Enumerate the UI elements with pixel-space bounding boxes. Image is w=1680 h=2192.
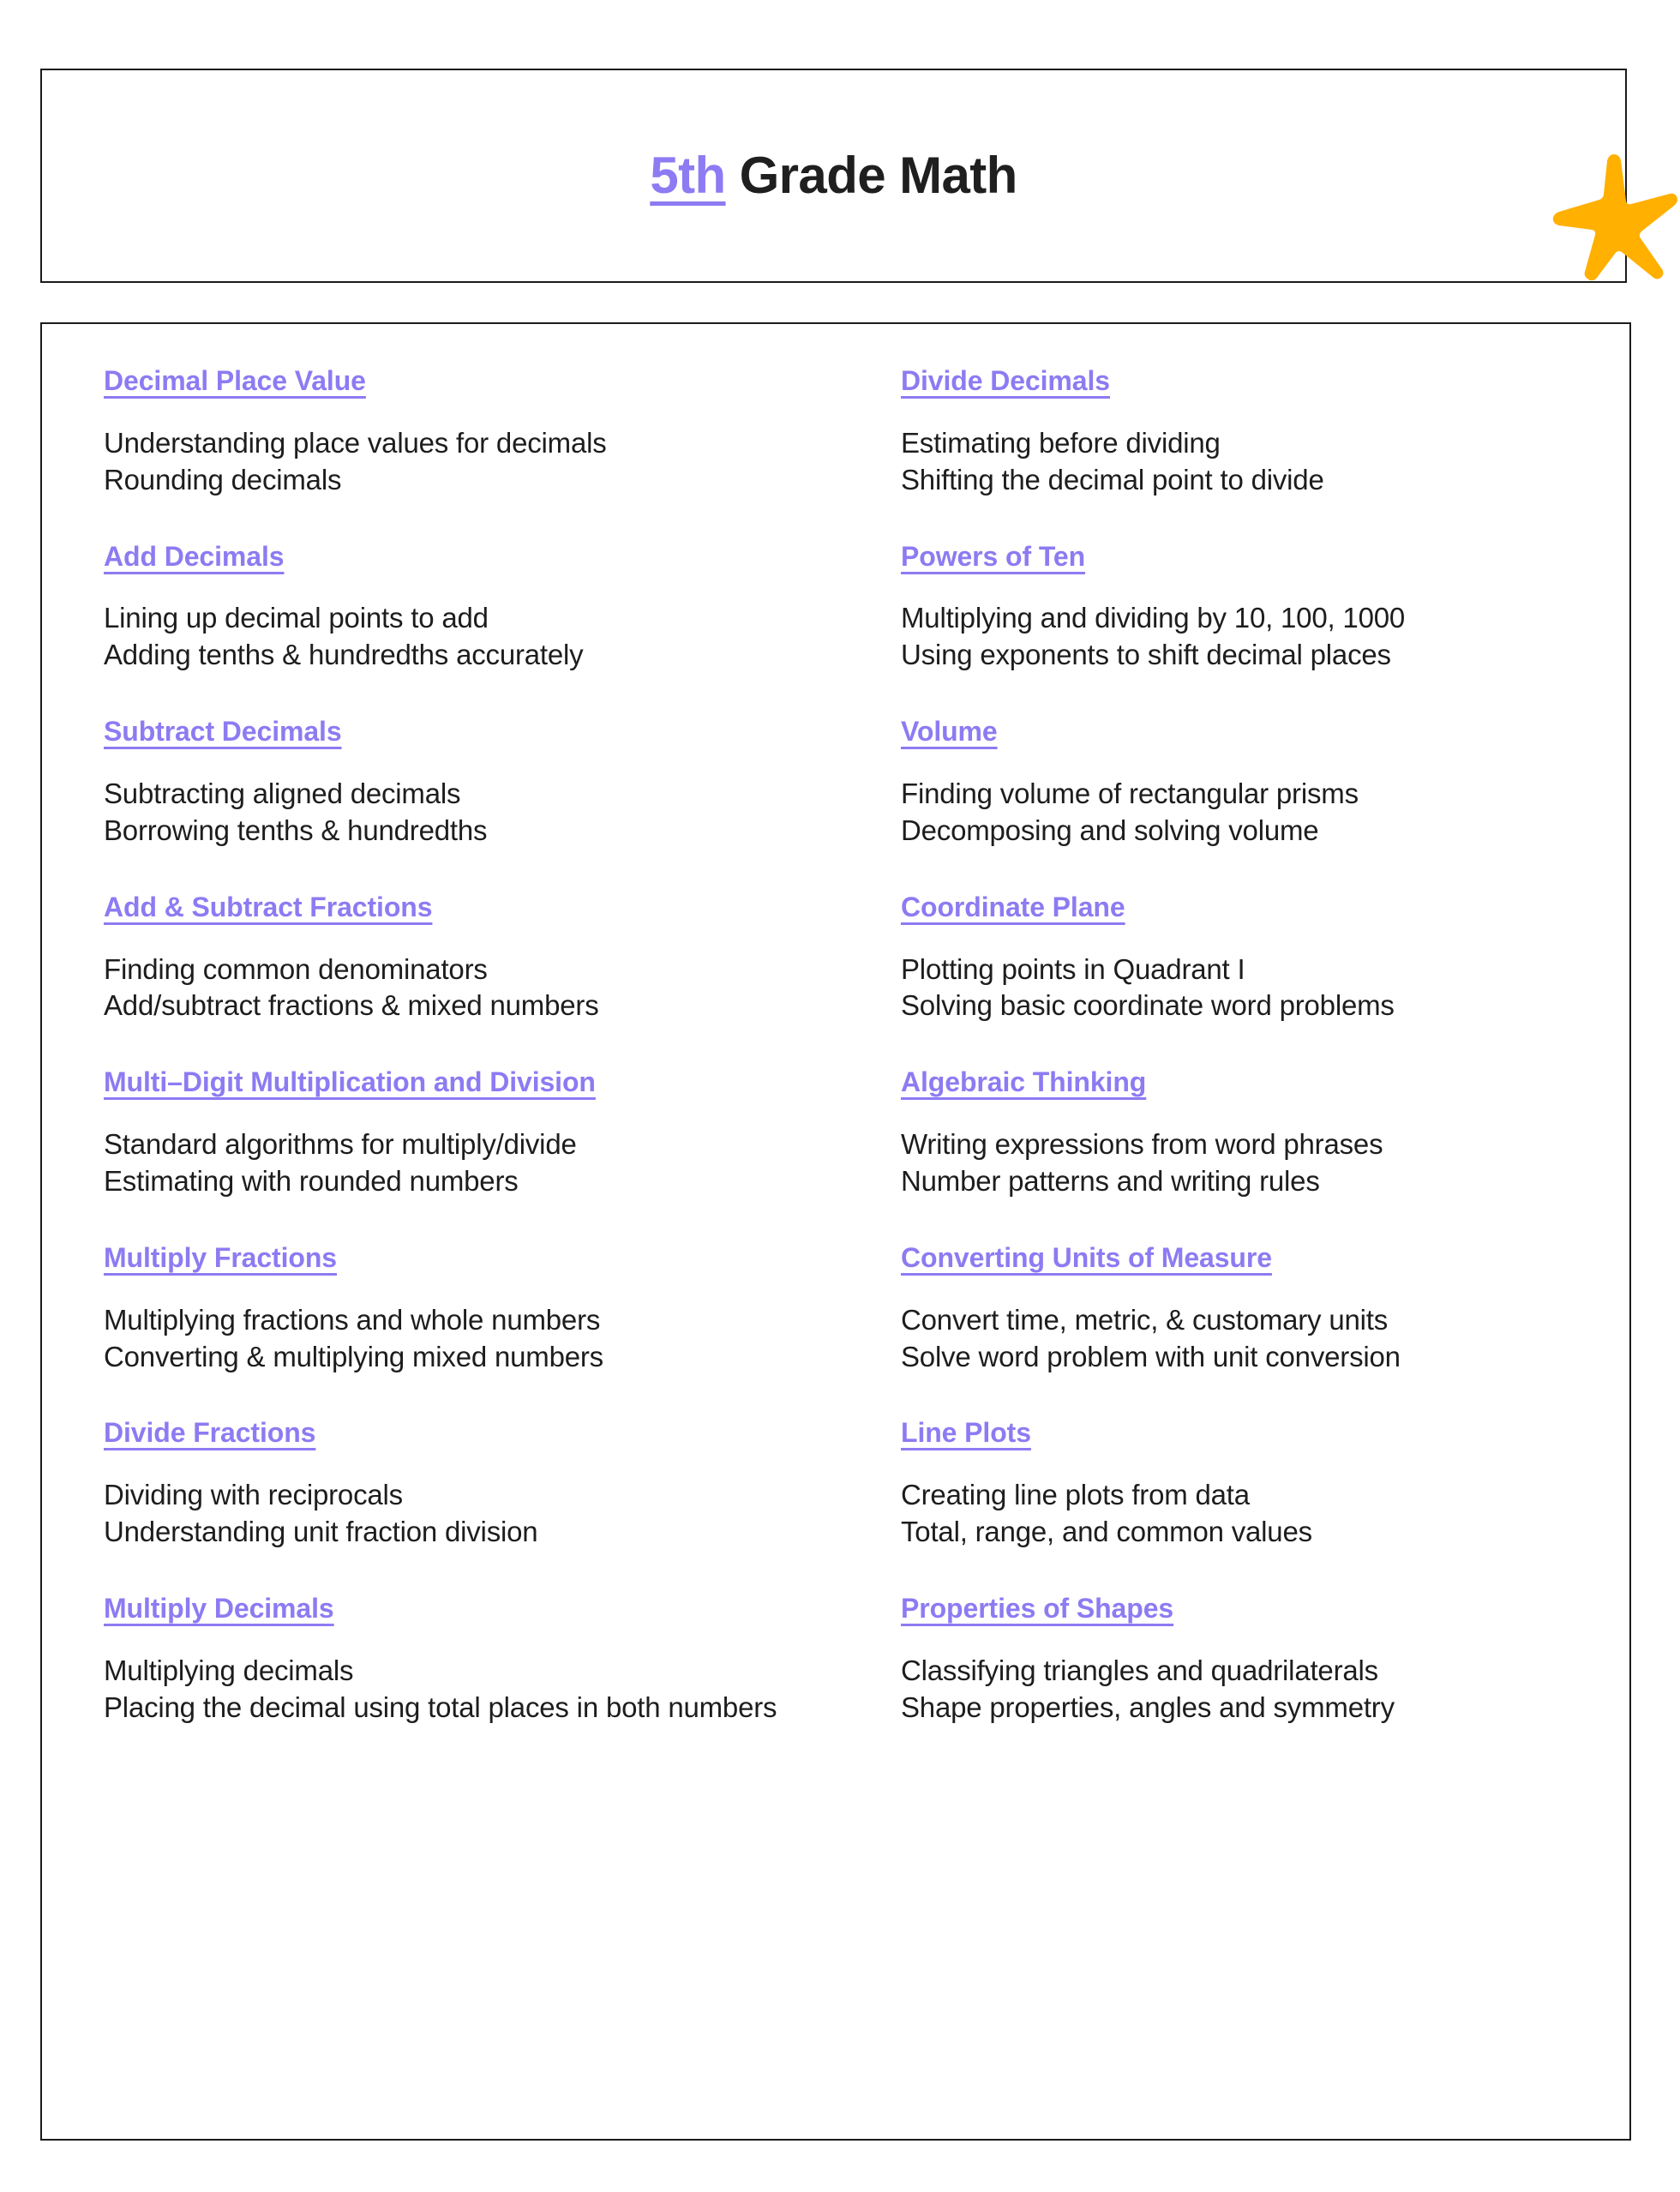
page-title-rest: Grade Math (725, 147, 1017, 204)
topic-line: Add/subtract fractions & mixed numbers (104, 989, 599, 1022)
topic-lines (104, 425, 901, 499)
topic-line: Finding common denominators (104, 952, 488, 985)
topic-lines (901, 952, 1604, 1025)
topic-line: Lining up decimal points to add (104, 602, 489, 634)
topic-block (901, 1593, 1604, 1727)
topic-lines (901, 600, 1604, 674)
topic-block (104, 1417, 901, 1551)
topic-line: Using exponents to shift decimal places (901, 639, 1391, 671)
topic-line: Plotting points in Quadrant I (901, 952, 1245, 985)
topic-heading-decimal-place-value[interactable]: Decimal Place Value (104, 365, 366, 396)
topic-block (104, 716, 901, 850)
topic-line: Rounding decimals (104, 463, 342, 495)
topic-line: Writing expressions from word phrases (901, 1128, 1383, 1161)
topic-heading-divide-decimals[interactable]: Divide Decimals (901, 365, 1110, 396)
topic-lines (104, 952, 901, 1025)
topic-line: Shifting the decimal point to divide (901, 463, 1324, 495)
topic-lines (901, 1653, 1604, 1727)
topic-column-left (104, 365, 901, 1727)
topic-line: Standard algorithms for multiply/divide (104, 1128, 577, 1161)
topic-lines (901, 1477, 1604, 1551)
topic-line: Creating line plots from data (901, 1479, 1250, 1511)
topic-lines (104, 600, 901, 674)
topic-lines (104, 776, 901, 850)
topic-heading-add-decimals[interactable]: Add Decimals (104, 540, 285, 572)
topic-line: Multiplying fractions and whole numbers (104, 1303, 601, 1336)
topic-line: Total, range, and common values (901, 1516, 1312, 1548)
topic-heading-line-plots[interactable]: Line Plots (901, 1417, 1031, 1449)
topic-block (901, 365, 1604, 499)
topic-block (901, 1066, 1604, 1200)
header-card (40, 69, 1627, 283)
topic-line: Multiplying and dividing by 10, 100, 1000 (901, 602, 1406, 634)
topic-line: Understanding place values for decimals (104, 426, 607, 459)
topic-line: Placing the decimal using total places in both numbers (104, 1691, 777, 1723)
topics-card (40, 322, 1631, 2141)
topic-line: Finding volume of rectangular prisms (901, 777, 1359, 809)
page-title (650, 147, 1017, 204)
topic-lines (901, 425, 1604, 499)
topic-line: Number patterns and writing rules (901, 1165, 1320, 1197)
topic-heading-powers-of-ten[interactable]: Powers of Ten (901, 540, 1086, 572)
topic-lines (104, 1302, 901, 1376)
topic-line: Estimating before dividing (901, 426, 1221, 459)
topic-heading-multiply-decimals[interactable]: Multiply Decimals (104, 1593, 334, 1624)
topic-block (104, 365, 901, 499)
topic-block (901, 892, 1604, 1025)
topic-block (901, 1417, 1604, 1551)
topic-line: Dividing with reciprocals (104, 1479, 403, 1511)
topic-lines (104, 1477, 901, 1551)
topic-line: Classifying triangles and quadrilaterals (901, 1654, 1378, 1686)
topic-line: Borrowing tenths & hundredths (104, 814, 488, 846)
topic-heading-subtract-decimals[interactable]: Subtract Decimals (104, 716, 342, 748)
topic-line: Adding tenths & hundredths accurately (104, 639, 584, 671)
topic-line: Understanding unit fraction division (104, 1516, 538, 1548)
topic-line: Solving basic coordinate word problems (901, 989, 1395, 1022)
topic-lines (901, 776, 1604, 850)
topic-columns (104, 365, 1578, 1727)
topic-block (104, 1242, 901, 1376)
topic-block (104, 1593, 901, 1727)
topic-line: Multiplying decimals (104, 1654, 354, 1686)
topic-heading-algebraic-thinking[interactable]: Algebraic Thinking (901, 1066, 1147, 1098)
topic-lines (104, 1653, 901, 1727)
topic-block (901, 716, 1604, 850)
topic-block (901, 1242, 1604, 1376)
topic-heading-volume[interactable]: Volume (901, 716, 998, 748)
topic-heading-multi-digit-multiplication-and-division[interactable]: Multi–Digit Multiplication and Division (104, 1066, 596, 1098)
topic-column-right (901, 365, 1604, 1727)
topic-heading-divide-fractions[interactable]: Divide Fractions (104, 1417, 316, 1449)
topic-block (104, 892, 901, 1025)
topic-block (901, 541, 1604, 675)
topic-heading-converting-units-of-measure[interactable]: Converting Units of Measure (901, 1241, 1272, 1273)
topic-line: Converting & multiplying mixed numbers (104, 1340, 603, 1372)
topic-line: Estimating with rounded numbers (104, 1165, 519, 1197)
topic-lines (104, 1126, 901, 1200)
topic-block (104, 541, 901, 675)
topic-line: Subtracting aligned decimals (104, 777, 461, 809)
topic-lines (901, 1126, 1604, 1200)
topic-heading-properties-of-shapes[interactable]: Properties of Shapes (901, 1593, 1174, 1624)
topic-line: Convert time, metric, & customary units (901, 1303, 1389, 1336)
page-title-accent: 5th (650, 147, 726, 204)
topic-heading-coordinate-plane[interactable]: Coordinate Plane (901, 891, 1125, 922)
topic-heading-add-subtract-fractions[interactable]: Add & Subtract Fractions (104, 891, 433, 922)
topic-lines (901, 1302, 1604, 1376)
topic-line: Solve word problem with unit conversion (901, 1340, 1401, 1372)
topic-heading-multiply-fractions[interactable]: Multiply Fractions (104, 1241, 337, 1273)
topic-line: Shape properties, angles and symmetry (901, 1691, 1395, 1723)
topic-block (104, 1066, 901, 1200)
topic-line: Decomposing and solving volume (901, 814, 1319, 846)
